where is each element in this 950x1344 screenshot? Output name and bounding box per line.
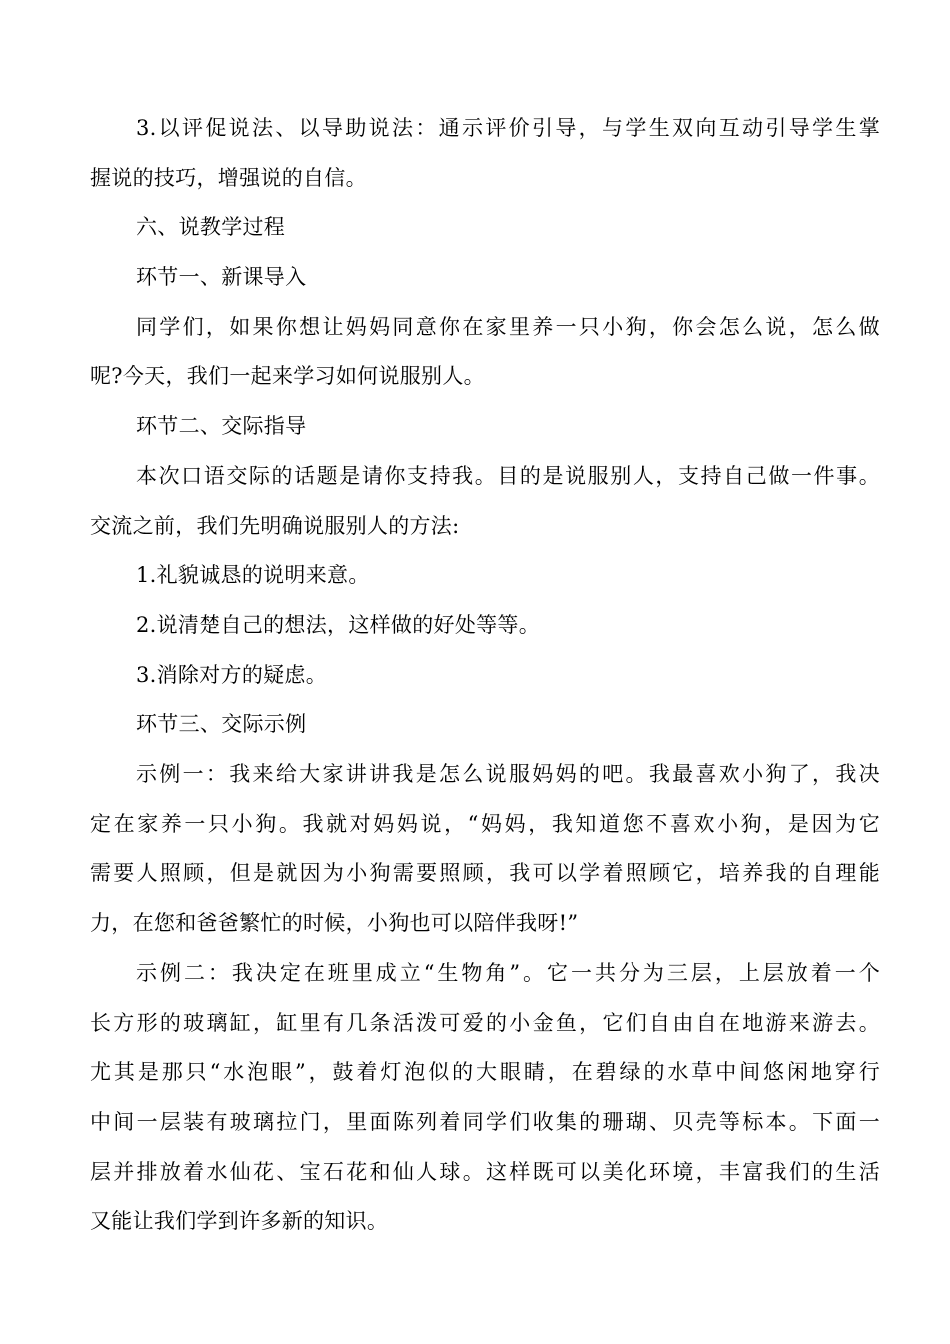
text-line: 握说的技巧，增强说的自信。	[90, 166, 367, 190]
text-line: 又能让我们学到许多新的知识。	[90, 1209, 389, 1233]
text-line: 交流之前，我们先明确说服别人的方法:	[90, 514, 460, 538]
text-line: 尤其是那只“水泡眼”，鼓着灯泡似的大眼睛，在碧绿的水草中间悠闲地穿行	[90, 1060, 880, 1084]
text-line: 需要人照顾，但是就因为小狗需要照顾，我可以学着照顾它，培养我的自理能	[90, 861, 880, 885]
subsection-heading: 环节三、交际示例	[136, 712, 307, 736]
list-item: 1.礼貌诚恳的说明来意。	[136, 563, 370, 587]
subsection-heading: 环节一、新课导入	[136, 265, 307, 289]
subsection-heading: 环节二、交际指导	[136, 414, 307, 438]
section-heading: 六、说教学过程	[136, 215, 286, 239]
text-line: 呢?今天，我们一起来学习如何说服别人。	[90, 364, 485, 388]
text-line: 层并排放着水仙花、宝石花和仙人球。这样既可以美化环境，丰富我们的生活	[90, 1160, 880, 1184]
text-line: 示例一：我来给大家讲讲我是怎么说服妈妈的吧。我最喜欢小狗了，我决	[136, 762, 880, 786]
text-line: 本次口语交际的话题是请你支持我。目的是说服别人，支持自己做一件事。	[136, 464, 880, 488]
text-line: 中间一层装有玻璃拉门，里面陈列着同学们收集的珊瑚、贝壳等标本。下面一	[90, 1110, 880, 1134]
text-line: 力，在您和爸爸繁忙的时候，小狗也可以陪伴我呀!”	[90, 911, 579, 935]
text-line: 同学们，如果你想让妈妈同意你在家里养一只小狗，你会怎么说，怎么做	[136, 315, 880, 339]
text-line: 定在家养一只小狗。我就对妈妈说，“妈妈，我知道您不喜欢小狗，是因为它	[90, 812, 880, 836]
text-line: 3.以评促说法、以导助说法：通示评价引导，与学生双向互动引导学生掌	[136, 116, 880, 140]
list-item: 3.消除对方的疑虑。	[136, 663, 328, 687]
text-line: 示例二：我决定在班里成立“生物角”。它一共分为三层，上层放着一个	[136, 961, 880, 985]
text-line: 长方形的玻璃缸，缸里有几条活泼可爱的小金鱼，它们自由自在地游来游去。	[90, 1011, 880, 1035]
list-item: 2.说清楚自己的想法，这样做的好处等等。	[136, 613, 541, 637]
